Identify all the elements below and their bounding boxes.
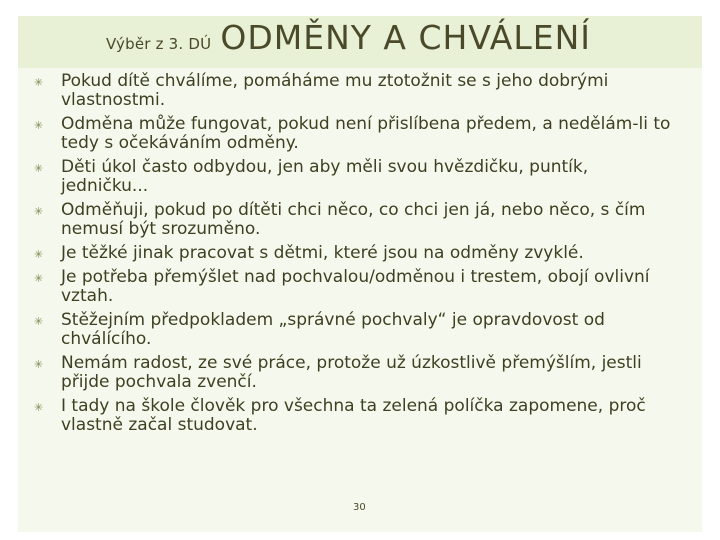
bullet-item	[34, 268, 674, 307]
asterisk-bullet-icon: ✳	[34, 119, 44, 132]
asterisk-bullet-icon: ✳	[34, 357, 44, 371]
asterisk-bullet-icon: ✳	[34, 162, 44, 175]
bullet-item	[34, 72, 674, 111]
bullet-text: Nemám radost, ze své práce, protože už úzkostlivě přemýšlím, jestli přijde pochvala zvenčí.	[61, 352, 642, 392]
bullet-item	[34, 311, 674, 350]
bullet-list	[34, 72, 674, 440]
asterisk-bullet-icon: ✳	[34, 271, 44, 285]
bullet-item	[34, 115, 674, 154]
asterisk-bullet-icon: ✳	[34, 400, 44, 414]
title-prefix: Výběr z 3. DÚ	[106, 35, 212, 53]
bullet-text: Odměna může fungovat, pokud není přislíbena předem, a nedělám-li to tedy s očekáváním odměny.	[61, 114, 671, 154]
asterisk-bullet-icon: ✳	[34, 314, 44, 328]
bullet-item	[34, 244, 674, 263]
slide-title	[106, 18, 591, 57]
bullet-text: Děti úkol často odbydou, jen aby měli svou hvězdičku, puntík, jedničku...	[61, 157, 589, 197]
bullet-item	[34, 397, 674, 436]
bullet-text: I tady na škole člověk pro všechna ta zelená políčka zapomene, proč vlastně začal studovat.	[61, 395, 646, 435]
asterisk-bullet-icon: ✳	[34, 205, 44, 218]
bullet-text: Stěžejním předpokladem „správné pochvaly“ je opravdovost od chválícího.	[61, 309, 605, 349]
bullet-item	[34, 158, 674, 197]
bullet-item	[34, 354, 674, 393]
bullet-text: Je potřeba přemýšlet nad pochvalou/odměnou i trestem, obojí ovlivní vztah.	[61, 266, 650, 306]
bullet-text: Odměňuji, pokud po dítěti chci něco, co chci jen já, nebo něco, s čím nemusí být srozuměno.	[61, 200, 646, 240]
asterisk-bullet-icon: ✳	[34, 248, 44, 261]
page-number: 30	[353, 502, 366, 513]
bullet-item	[34, 201, 674, 240]
bullet-text: Pokud dítě chválíme, pomáháme mu ztotožnit se s jeho dobrými vlastnostmi.	[61, 71, 609, 111]
title-main: ODMĚNY A CHVÁLENÍ	[220, 18, 592, 57]
asterisk-bullet-icon: ✳	[34, 76, 44, 89]
bullet-text: Je těžké jinak pracovat s dětmi, které jsou na odměny zvyklé.	[61, 243, 584, 263]
